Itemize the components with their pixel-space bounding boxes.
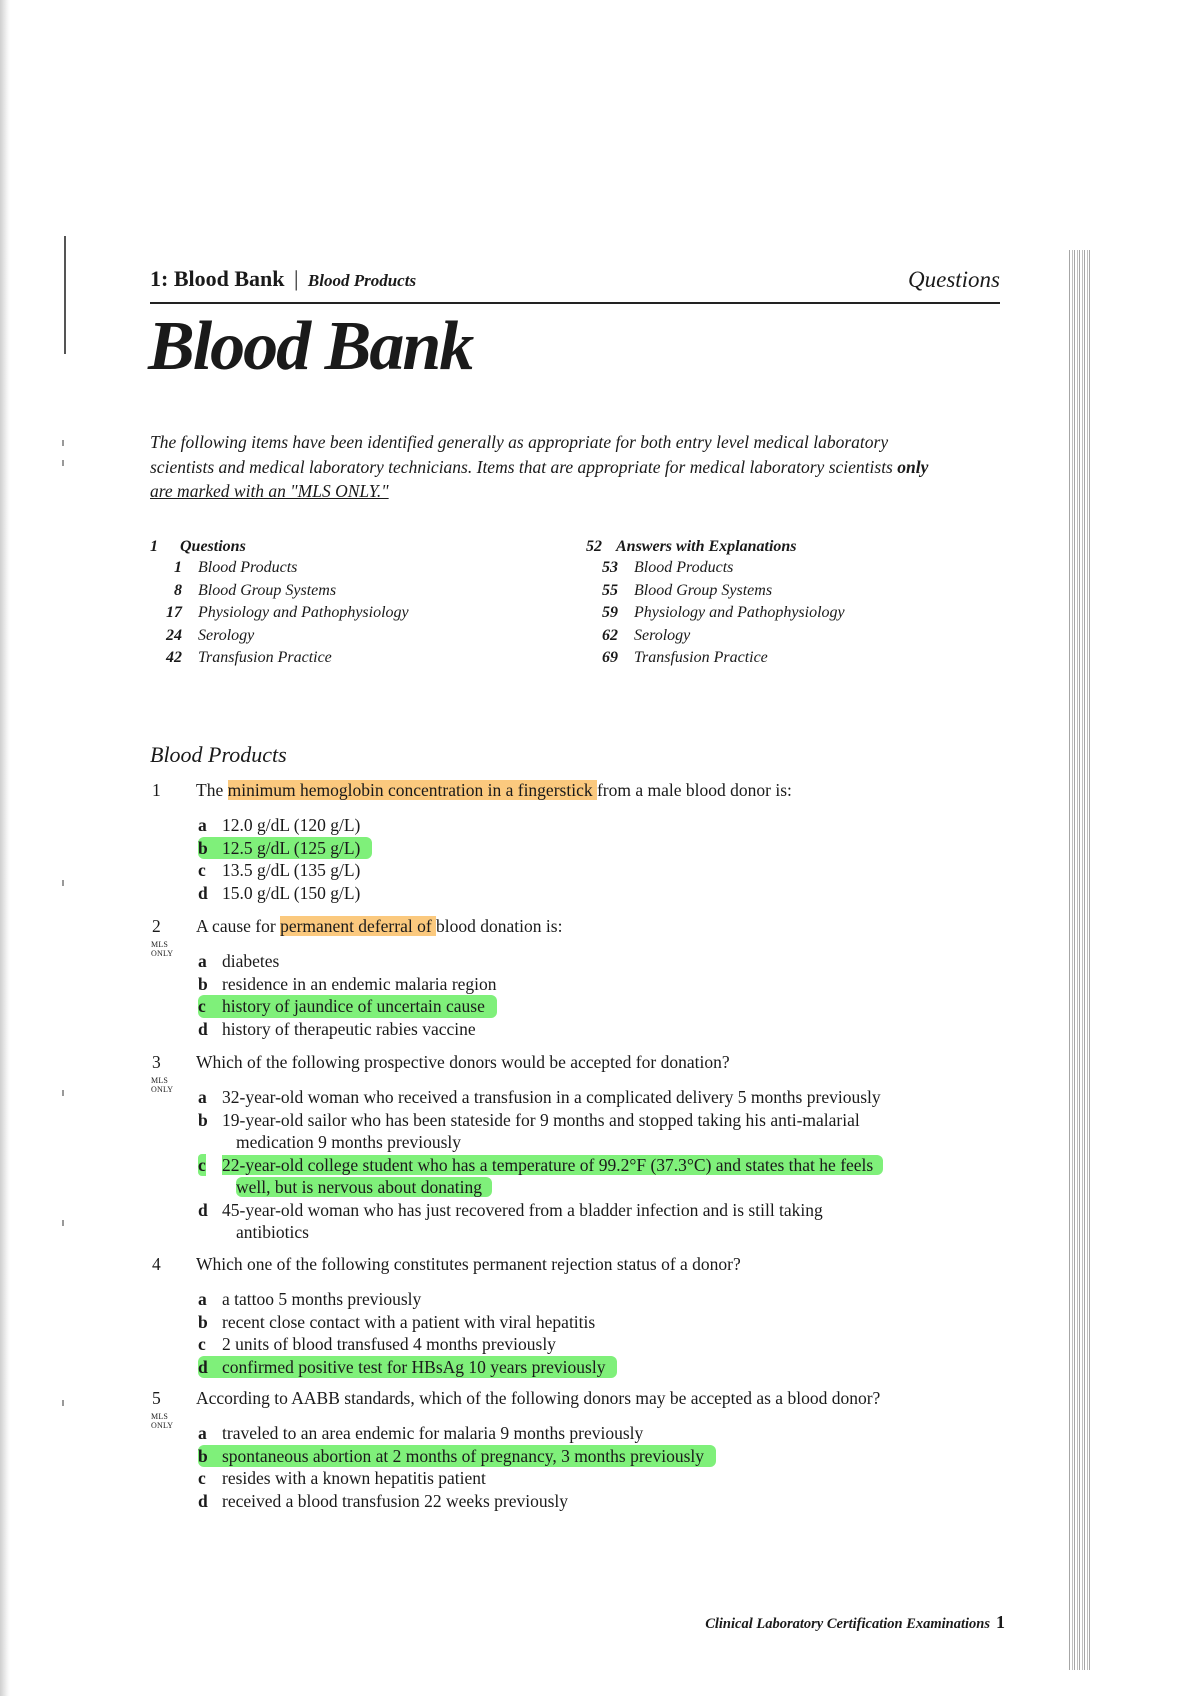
toc-heading bbox=[150, 538, 409, 556]
answer-options bbox=[198, 1086, 1028, 1244]
option-letter: c bbox=[198, 860, 206, 880]
toc-item-page: 1 bbox=[174, 559, 182, 576]
header-right: Questions bbox=[908, 267, 1000, 292]
option-text: history of jaundice of uncertain cause bbox=[222, 996, 485, 1016]
answer-option-highlighted[interactable] bbox=[198, 1445, 716, 1468]
answer-option[interactable] bbox=[198, 814, 1028, 837]
toc-item-page: 24 bbox=[166, 626, 182, 644]
answer-option[interactable] bbox=[198, 1109, 1028, 1154]
option-text: traveled to an area endemic for malaria 9 months previously bbox=[222, 1423, 644, 1443]
toc-item-label: Transfusion Practice bbox=[198, 649, 332, 666]
toc-answers bbox=[586, 538, 845, 672]
scan-dot bbox=[62, 1090, 64, 1096]
answer-option[interactable] bbox=[198, 1288, 1028, 1311]
toc-item-label: Serology bbox=[198, 626, 255, 644]
scan-dot bbox=[62, 1400, 64, 1406]
scan-dot bbox=[62, 880, 64, 886]
mls-only-badge: MLS ONLY bbox=[151, 1076, 174, 1094]
toc-heading-label: Questions bbox=[180, 538, 246, 555]
toc-item-label: Serology bbox=[634, 626, 691, 644]
intro-text: scientists and medical laboratory technicians. Items that are appropriate for medical laboratory scientists bbox=[150, 456, 898, 477]
option-letter: b bbox=[198, 837, 208, 858]
toc-item-label: Blood Products bbox=[634, 559, 734, 576]
toc-item[interactable] bbox=[586, 559, 845, 582]
toc-item-page: 53 bbox=[602, 559, 618, 576]
answer-option[interactable] bbox=[198, 1199, 1028, 1244]
scan-dot bbox=[62, 1220, 64, 1226]
option-text-continued: antibiotics bbox=[236, 1222, 309, 1242]
toc-item[interactable] bbox=[586, 649, 845, 672]
scan-edge-right bbox=[1068, 250, 1090, 1670]
intro-line: are marked with an "MLS ONLY." bbox=[150, 481, 389, 501]
answer-option[interactable] bbox=[198, 950, 1028, 973]
option-text: 15.0 g/dL (150 g/L) bbox=[222, 882, 361, 903]
toc-item-page: 62 bbox=[602, 626, 618, 644]
stem-highlight: minimum hemoglobin concentration in a fingerstick bbox=[227, 780, 597, 800]
toc-item-label: Physiology and Pathophysiology bbox=[198, 604, 409, 621]
toc-heading-page: 52 bbox=[586, 538, 602, 555]
option-text: resides with a known hepatitis patient bbox=[222, 1468, 486, 1488]
question-stem: Which of the following prospective donors would be accepted for donation? bbox=[196, 1052, 730, 1072]
option-letter: c bbox=[198, 1334, 206, 1354]
footer-book-title: Clinical Laboratory Certification Examinations bbox=[705, 1616, 990, 1632]
scan-dot bbox=[62, 460, 64, 466]
toc-item-page: 69 bbox=[602, 649, 618, 666]
option-text: confirmed positive test for HBsAg 10 years previously bbox=[222, 1356, 606, 1377]
stem-text: from a male blood donor is: bbox=[596, 780, 792, 800]
stem-text: A cause for bbox=[196, 916, 281, 936]
intro-line: The following items have been identified generally as appropriate for both entry level medical laboratory bbox=[150, 432, 889, 452]
stem-highlight: permanent deferral of bbox=[280, 916, 437, 936]
option-text: 2 units of blood transfused 4 months previously bbox=[222, 1334, 556, 1354]
question-number: 4 bbox=[152, 1254, 161, 1274]
question-number: 1 bbox=[152, 780, 161, 800]
option-letter: b bbox=[198, 1311, 208, 1332]
option-letter: d bbox=[198, 1490, 208, 1511]
option-text: 22-year-old college student who has a temperature of 99.2°F (37.3°C) and states that he feels bbox=[222, 1155, 883, 1175]
toc-item-page: 8 bbox=[174, 581, 182, 599]
question-stem bbox=[196, 916, 562, 937]
option-letter: a bbox=[198, 1087, 207, 1107]
answer-option[interactable] bbox=[198, 859, 1028, 882]
running-header bbox=[150, 266, 1000, 304]
scan-dot bbox=[62, 440, 64, 446]
toc-heading-page: 1 bbox=[150, 538, 158, 555]
answer-options bbox=[198, 814, 1028, 904]
answer-option[interactable] bbox=[198, 1467, 1028, 1490]
intro-line bbox=[150, 455, 1005, 480]
toc-item-label: Blood Group Systems bbox=[634, 581, 773, 599]
footer-page-number: 1 bbox=[996, 1612, 1005, 1632]
option-letter: a bbox=[198, 1423, 207, 1443]
toc-heading-label: Answers with Explanations bbox=[616, 538, 797, 555]
option-text-continued: medication 9 months previously bbox=[236, 1132, 462, 1152]
toc-item[interactable] bbox=[150, 559, 409, 582]
option-text: received a blood transfusion 22 weeks previously bbox=[222, 1490, 569, 1511]
option-letter: a bbox=[198, 815, 207, 835]
toc-item[interactable] bbox=[150, 627, 409, 650]
toc-item[interactable] bbox=[150, 604, 409, 627]
option-text: a tattoo 5 months previously bbox=[222, 1289, 422, 1309]
toc-item-page: 59 bbox=[602, 604, 618, 621]
toc-item-page: 17 bbox=[166, 604, 182, 621]
toc-item-page: 55 bbox=[602, 581, 618, 599]
stem-text: blood donation is: bbox=[436, 916, 563, 936]
question-stem: Which one of the following constitutes permanent rejection status of a donor? bbox=[196, 1254, 741, 1274]
option-text: 45-year-old woman who has just recovered from a bladder infection and is still taking bbox=[222, 1199, 823, 1220]
header-subsection: Blood Products bbox=[307, 271, 417, 290]
option-letter: c bbox=[198, 1468, 206, 1488]
answer-option-highlighted[interactable] bbox=[198, 1356, 617, 1379]
toc-item-label: Transfusion Practice bbox=[634, 649, 768, 666]
question-stem: According to AABB standards, which of the following donors may be accepted as a blood donor? bbox=[196, 1388, 881, 1408]
question-stem bbox=[196, 780, 792, 801]
toc-item[interactable] bbox=[586, 627, 845, 650]
page-title: Blood Bank bbox=[148, 308, 473, 385]
option-text: 12.0 g/dL (120 g/L) bbox=[222, 815, 361, 835]
answer-options bbox=[198, 950, 1028, 1040]
option-text: residence in an endemic malaria region bbox=[222, 973, 497, 994]
page-footer bbox=[650, 1612, 1005, 1633]
scan-mark bbox=[64, 236, 66, 354]
option-letter: d bbox=[198, 1199, 208, 1220]
answer-options bbox=[198, 1288, 1028, 1378]
answer-option-highlighted[interactable] bbox=[198, 837, 372, 860]
stem-text: The bbox=[196, 780, 228, 800]
toc-heading bbox=[586, 538, 845, 556]
answer-option-highlighted[interactable] bbox=[198, 995, 497, 1018]
option-text-continued bbox=[222, 1176, 1028, 1199]
scan-edge-left bbox=[0, 0, 10, 1696]
answer-option[interactable] bbox=[198, 882, 1028, 905]
option-letter: d bbox=[198, 882, 208, 903]
toc-item-label: Blood Products bbox=[198, 559, 298, 576]
option-text-continued-highlight: well, but is nervous about donating bbox=[236, 1177, 492, 1197]
toc-item-label: Blood Group Systems bbox=[198, 581, 337, 599]
option-text: 12.5 g/dL (125 g/L) bbox=[222, 837, 361, 858]
option-letter: d bbox=[198, 1356, 208, 1377]
mls-only-badge: MLS ONLY bbox=[151, 940, 174, 958]
toc-item[interactable] bbox=[150, 582, 409, 605]
answer-option[interactable] bbox=[198, 1422, 1028, 1445]
option-letter: b bbox=[198, 1445, 208, 1466]
question-number: 2 bbox=[152, 916, 161, 936]
toc-item-page: 42 bbox=[166, 649, 182, 666]
question-number: 5 bbox=[152, 1388, 161, 1408]
intro-emphasis: only bbox=[897, 456, 929, 477]
question-number: 3 bbox=[152, 1052, 161, 1072]
intro-paragraph bbox=[150, 430, 1005, 504]
option-letter: a bbox=[198, 951, 207, 971]
answer-option[interactable] bbox=[198, 1490, 1028, 1513]
answer-option-highlighted[interactable] bbox=[198, 1154, 1028, 1199]
answer-options bbox=[198, 1422, 1028, 1512]
header-left bbox=[150, 266, 416, 292]
section-title: Blood Products bbox=[150, 742, 287, 767]
answer-option[interactable] bbox=[198, 1086, 1028, 1109]
toc-item[interactable] bbox=[586, 604, 845, 627]
answer-option[interactable] bbox=[198, 1018, 1028, 1041]
option-text: 19-year-old sailor who has been stateside for 9 months and stopped taking his anti-malarial bbox=[222, 1109, 860, 1130]
answer-option[interactable] bbox=[198, 973, 1028, 996]
answer-option[interactable] bbox=[198, 1311, 1028, 1334]
option-letter: d bbox=[198, 1018, 208, 1039]
mls-only-badge: MLS ONLY bbox=[151, 1412, 174, 1430]
answer-option[interactable] bbox=[198, 1333, 1028, 1356]
option-letter: b bbox=[198, 1109, 208, 1130]
option-text: 13.5 g/dL (135 g/L) bbox=[222, 860, 361, 880]
option-text: history of therapeutic rabies vaccine bbox=[222, 1018, 476, 1039]
option-letter: b bbox=[198, 973, 208, 994]
toc-item[interactable] bbox=[150, 649, 409, 672]
option-text: spontaneous abortion at 2 months of pregnancy, 3 months previously bbox=[222, 1445, 704, 1466]
toc-item-label: Physiology and Pathophysiology bbox=[634, 604, 845, 621]
option-letter: c bbox=[198, 1154, 206, 1175]
header-chapter: 1: Blood Bank bbox=[150, 266, 285, 291]
toc-questions bbox=[150, 538, 409, 672]
option-text: 32-year-old woman who received a transfusion in a complicated delivery 5 months previously bbox=[222, 1087, 881, 1107]
toc-item[interactable] bbox=[586, 582, 845, 605]
option-letter: a bbox=[198, 1289, 207, 1309]
option-letter: c bbox=[198, 996, 206, 1016]
option-text: recent close contact with a patient with viral hepatitis bbox=[222, 1311, 596, 1332]
header-separator: | bbox=[294, 266, 299, 291]
option-text: diabetes bbox=[222, 951, 280, 971]
